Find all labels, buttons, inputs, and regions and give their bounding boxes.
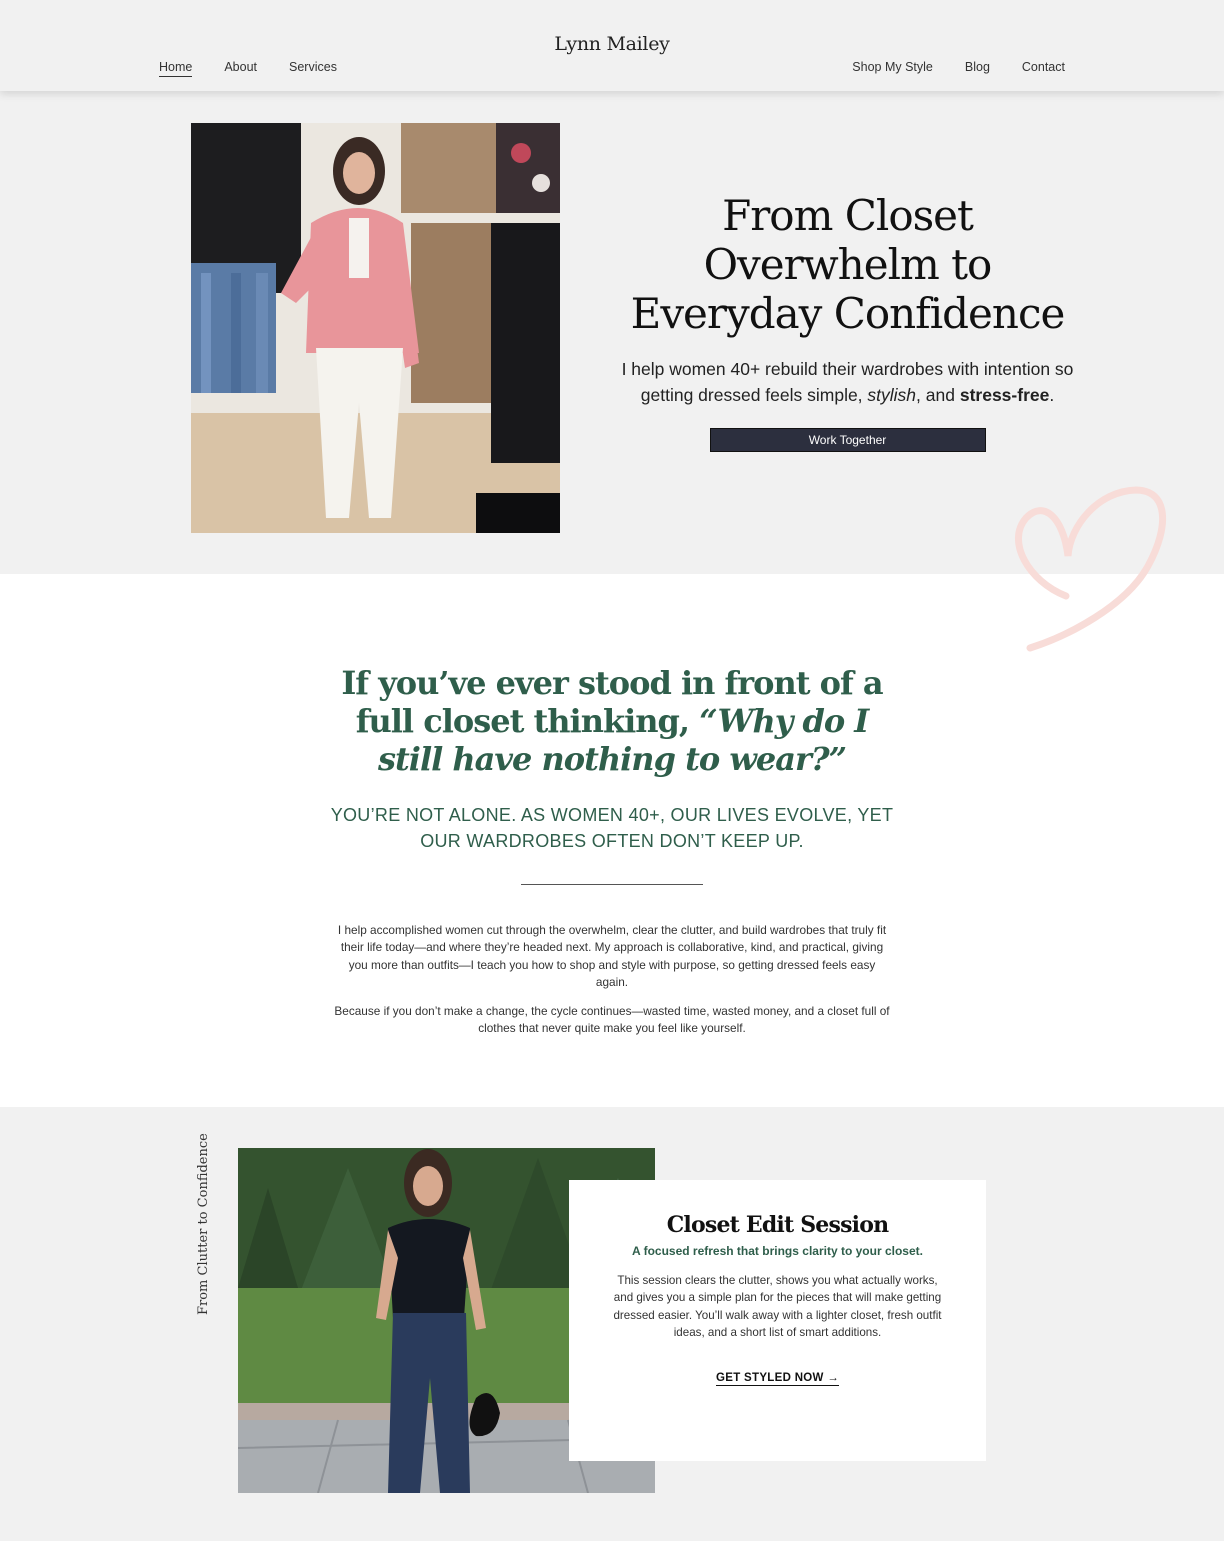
session-title: Closet Edit Session (666, 1212, 889, 1238)
hero-title: From Closet Overwhelm to Everyday Confidence (630, 191, 1065, 338)
intro-paragraph-1: I help accomplished women cut through the overwhelm, clear the clutter, and build wardrobes that truly fit their life today—and where they’re headed next. My approach is collaborative, kind, and practical, giving you more than outfits—I teach you how to shop and style with purpose, so getting dressed feels easy again. (337, 923, 887, 990)
get-styled-now-link[interactable]: GET STYLED NOW → (716, 1371, 839, 1384)
nav-left (159, 60, 337, 77)
session-section (0, 1107, 1224, 1541)
intro-subheading: YOU’RE NOT ALONE. AS WOMEN 40+, OUR LIVES EVOLVE, YET OUR WARDROBES OFTEN DON’T KEEP UP. (330, 805, 894, 851)
nav-about[interactable]: About (224, 60, 258, 74)
site-header (0, 0, 1224, 91)
intro-paragraph-2: Because if you don’t make a change, the cycle continues—wasted time, wasted money, and a closet full of clothes that never quite make you feel like yourself. (334, 1003, 890, 1036)
nav-contact[interactable]: Contact (1021, 60, 1065, 74)
heart-icon (1008, 486, 1168, 656)
hero-photo (191, 123, 560, 533)
nav-blog[interactable]: Blog (964, 60, 990, 74)
hero-subtitle-em: stylish (867, 385, 917, 405)
vertical-label: From Clutter to Confidence (196, 1133, 211, 1315)
intro-body (334, 922, 890, 1037)
intro-quote-emphasis: “Why do I still have nothing to wear?” (377, 702, 869, 778)
divider (521, 884, 703, 885)
intro-quote-text: If you’ve ever stood in front of a full closet thinking, (341, 664, 883, 740)
hero-subtitle (610, 356, 1085, 408)
nav-shop-my-style[interactable]: Shop My Style (852, 60, 933, 74)
nav-home[interactable]: Home (159, 60, 192, 77)
session-tagline: A focused refresh that brings clarity to your closet. (632, 1244, 923, 1258)
brand-logo[interactable]: Lynn Mailey (554, 33, 670, 55)
hero-subtitle-text-2: , and (916, 385, 960, 405)
intro-quote (340, 664, 884, 778)
hero-subtitle-text: I help women 40+ rebuild their wardrobes with intention so getting dressed feels simple, (621, 359, 1074, 405)
session-card (569, 1180, 986, 1461)
session-description: This session clears the clutter, shows you what actually works, and gives you a simple plan for the pieces that will make getting dressed easier. You’ll walk away with a lighter closet, fresh outfit ideas, and a short list of smart additions. (613, 1274, 942, 1340)
nav-right (852, 60, 1065, 76)
nav-services[interactable]: Services (289, 60, 337, 74)
hero-subtitle-strong: stress-free (959, 385, 1050, 405)
work-together-button[interactable]: Work Together (710, 428, 986, 452)
hero-subtitle-end: . (1049, 385, 1055, 405)
hero-text (610, 191, 1085, 452)
